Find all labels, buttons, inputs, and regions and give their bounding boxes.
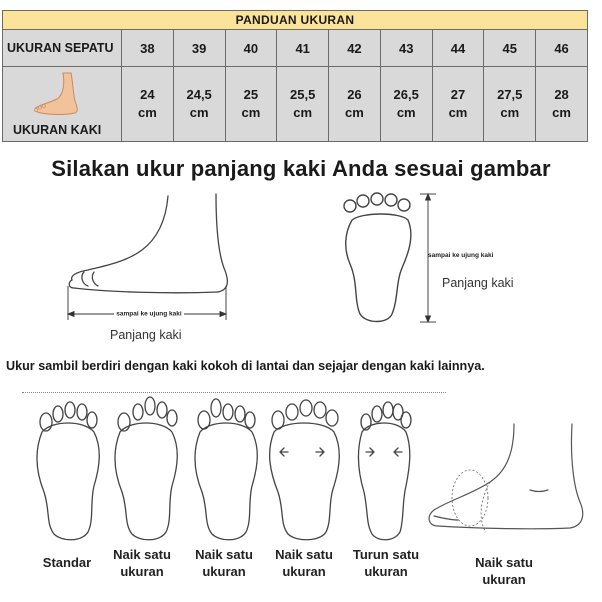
foot-length-cell [380,67,432,142]
foot-type-label-line1: Turun satu [352,547,420,562]
foot-length-unit: cm [293,105,313,120]
high-instep-foot-illustration [420,420,602,538]
foot-length-value: 24,5 [186,87,212,102]
sole-view-foot-illustration [336,190,440,326]
table-title-row [3,11,588,30]
foot-length-cell [173,67,225,142]
shoe-size-label: UKURAN SEPATU [3,30,122,67]
foot-length-unit: cm [552,105,571,120]
foot-length-row [3,67,588,142]
foot-length-value: 24 [140,87,155,102]
foot-types-illustration [30,392,450,542]
foot-type-label [34,554,100,571]
measurement-instruction: Ukur sambil berdiri dengan kaki kokoh di lantai dan sejajar dengan kaki lainnya. [6,359,485,373]
foot-length-value: 28 [554,87,569,102]
foot-length-value: 25,5 [290,87,316,102]
foot-length-unit: cm [345,105,364,120]
foot-length-cell [484,67,536,142]
shoe-size-cell: 38 [122,30,174,67]
sole-caption: Panjang kaki [442,276,514,290]
table-title: PANDUAN UKURAN [3,11,588,30]
foot-length-unit: cm [189,105,209,120]
foot-type-label-line1: Naik satu [475,555,533,570]
foot-type-label-line2: ukuran [482,572,526,587]
shoe-size-cell: 41 [277,30,329,67]
foot-length-cell [277,67,329,142]
shoe-size-cell: 46 [536,30,588,67]
foot-length-cell [122,67,174,142]
foot-type-label [464,554,544,588]
foot-type-label-line1: Standar [42,555,92,570]
foot-type-label [106,546,178,580]
foot-length-value: 27,5 [497,87,523,102]
foot-type-label-line1: Naik satu [113,547,171,562]
foot-type-label [186,546,262,580]
foot-type-label-line2: ukuran [202,564,246,579]
foot-length-label: UKURAN KAKI [13,123,102,137]
foot-type-label [344,546,428,580]
foot-length-unit: cm [500,105,520,120]
side-caption: Panjang kaki [110,328,182,342]
foot-length-unit: cm [137,105,157,120]
shoe-size-cell: 42 [329,30,381,67]
foot-type-label-line2: ukuran [120,564,164,579]
shoe-size-cell: 39 [173,30,225,67]
foot-length-value: 27 [450,87,466,102]
shoe-size-cell: 40 [225,30,277,67]
foot-type-label-line1: Naik satu [275,547,333,562]
shoe-size-cell: 45 [484,30,536,67]
foot-type-label-line2: ukuran [282,564,326,579]
shoe-size-cell: 43 [380,30,432,67]
foot-length-cell [225,67,277,142]
foot-length-cell [536,67,588,142]
foot-length-value: 26,5 [393,87,419,102]
foot-length-header [3,67,122,142]
headline: Silakan ukur panjang kaki Anda sesuai gambar [51,156,551,181]
shoe-size-row [3,30,588,67]
foot-length-cell [329,67,381,142]
sole-measure-note: sampai ke ujung kaki [428,252,494,259]
foot-length-cell [432,67,484,142]
side-view-foot-illustration [58,192,248,322]
foot-length-value: 25 [243,87,259,102]
side-measure-note: sampai ke ujung kaki [116,310,182,318]
foot-type-standar-drawing [37,402,99,540]
shoe-size-cell: 44 [432,30,484,67]
foot-length-value: 26 [347,87,362,102]
foot-type-label-line1: Naik satu [195,547,253,562]
foot-length-unit: cm [241,105,261,120]
foot-icon [31,71,91,117]
foot-type-label [266,546,342,580]
foot-length-unit: cm [396,105,416,120]
foot-length-unit: cm [448,105,468,120]
size-guide-table [2,10,588,142]
foot-type-label-line2: ukuran [364,564,408,579]
